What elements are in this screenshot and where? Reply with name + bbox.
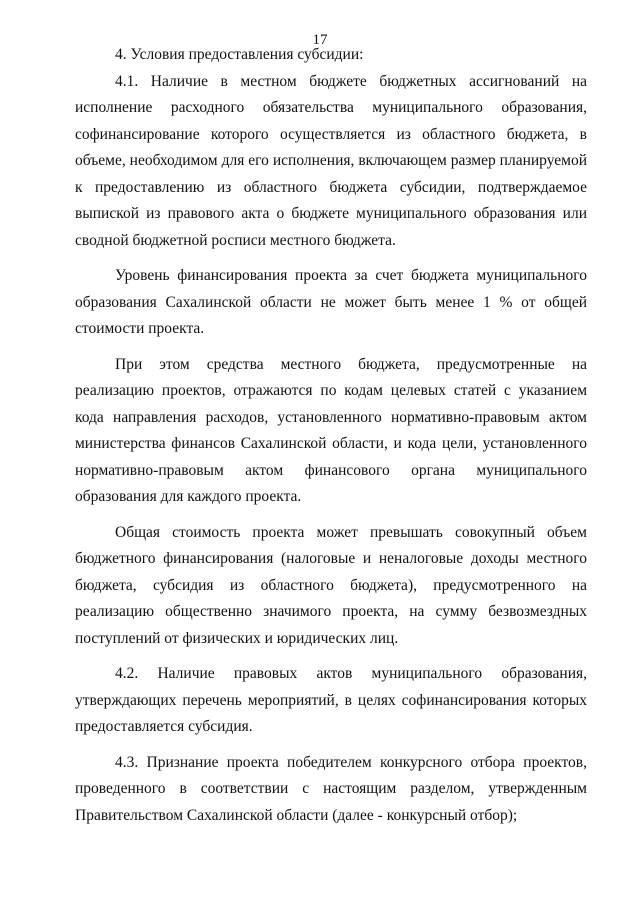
document-body: [75, 42, 587, 829]
funding-level-paragraph: Уровень финансирования проекта за счет бюджета муниципального образования Сахалинской области не может быть менее 1 % от общей стоимости проекта.: [75, 267, 587, 337]
local-budget-codes-paragraph: При этом средства местного бюджета, предусмотренные на реализацию проектов, отражаются по кодам целевых статей с указанием кода направления расходов, установленного нормативно-правовым актом министерства финансов Сахалинской области, и кода цели, установленного нормативно-правовым актом финансового органа муниципального образования для каждого проекта.: [75, 355, 587, 505]
total-cost-paragraph: Общая стоимость проекта может превышать совокупный объем бюджетного финансирования (налоговые и неналоговые доходы местного бюджета, субсидия из областного бюджета), предусмотренного на реализацию общественно значимого проекта, на сумму безвозмездных поступлений от физических и юридических лиц.: [75, 523, 587, 647]
page-number: 17: [312, 32, 328, 48]
clause-4-1-paragraph: 4.1. Наличие в местном бюджете бюджетных ассигнований на исполнение расходного обязательства муниципального образования, софинансирование которого осуществляется из областного бюджета, в объеме, необходимом для его исполнения, включающем размер планируемой к предоставлению из областного бюджета субсидии, подтверждаемое выпиской из правового акта о бюджете муниципального образования или сводной бюджетной росписи местного бюджета.: [75, 72, 587, 249]
clause-4-3-paragraph: 4.3. Признание проекта победителем конкурсного отбора проектов, проведенного в соответствии с настоящим разделом, утвержденным Правительством Сахалинской области (далее - конкурсный отбор);: [75, 753, 587, 824]
section-heading: 4. Условия предоставления субсидии:: [115, 46, 364, 63]
clause-4-2-paragraph: 4.2. Наличие правовых актов муниципального образования, утверждающих перечень мероприятий, в целях софинансирования которых предоставляется субсидия.: [75, 665, 587, 735]
